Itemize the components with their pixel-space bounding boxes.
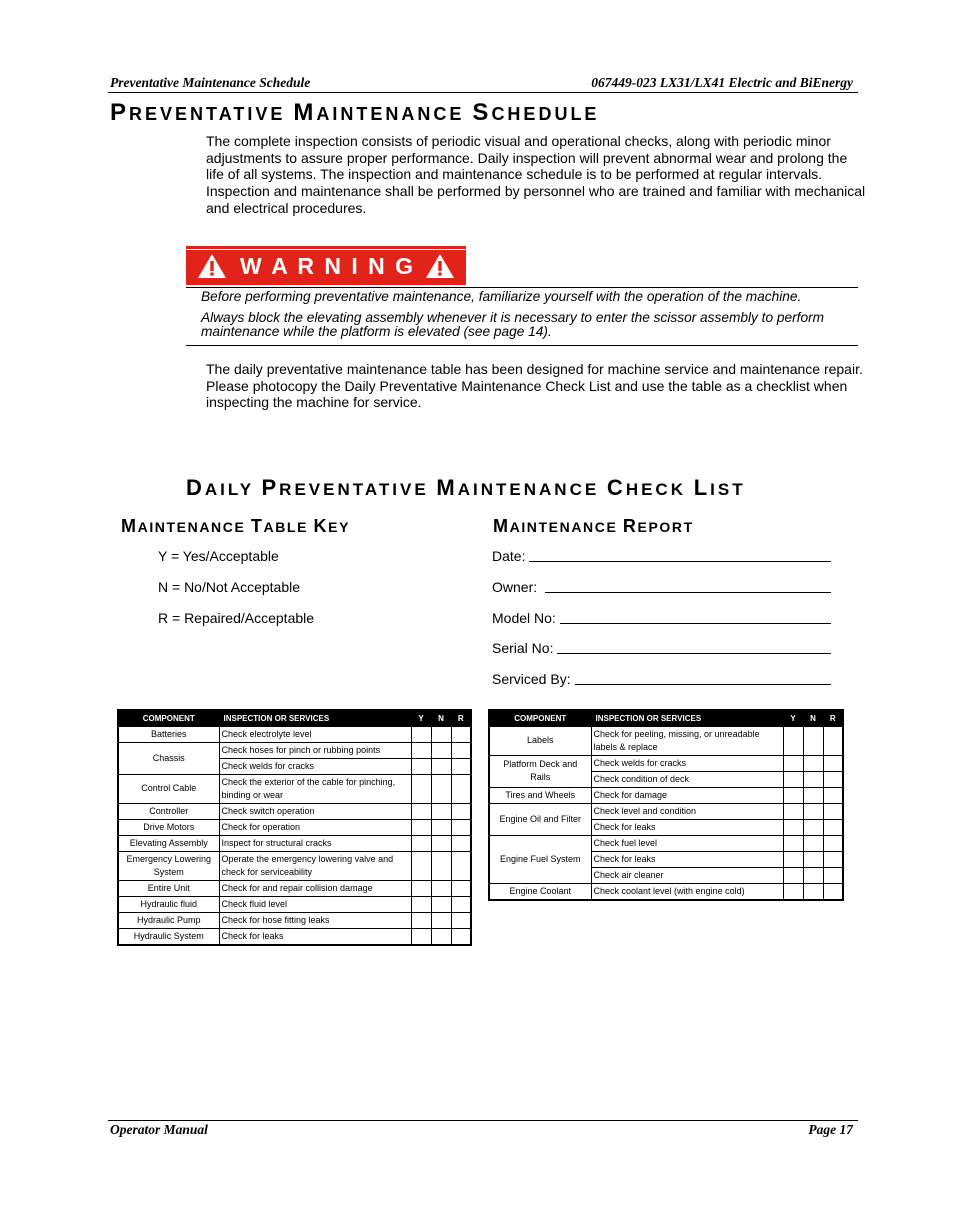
table-row (118, 896, 471, 912)
r-check-cell (823, 726, 843, 755)
report-field-model (492, 610, 831, 626)
n-check-cell (803, 771, 823, 787)
table-row (489, 803, 843, 819)
y-check-cell (411, 742, 431, 758)
y-check-cell (411, 896, 431, 912)
checklist-body-right (489, 726, 843, 900)
inspection-cell: Operate the emergency lowering valve and check for serviceability (219, 851, 411, 880)
n-check-cell (803, 819, 823, 835)
r-check-cell (823, 851, 843, 867)
initial-capital: C (606, 475, 626, 500)
r-check-cell (451, 928, 471, 945)
n-check-cell (803, 835, 823, 851)
n-check-cell (431, 835, 451, 851)
warning-line: maintenance while the platform is elevated (see page 14). (201, 324, 552, 339)
report-field-serial (492, 640, 831, 656)
component-cell: Chassis (118, 742, 219, 774)
n-check-cell (431, 726, 451, 742)
initial-capital: T (250, 516, 264, 536)
inspection-cell: Check for operation (219, 819, 411, 835)
inspection-cell: Check level and condition (591, 803, 783, 819)
component-cell: Platform Deck and Rails (489, 755, 591, 787)
inspection-cell: Check for leaks (591, 819, 783, 835)
y-check-cell (411, 758, 431, 774)
checklist-title: DAILY PREVENTATIVE MAINTENANCE CHECK LIST (186, 475, 746, 500)
inspection-cell: Check welds for cracks (591, 755, 783, 771)
column-header-component: COMPONENT (489, 710, 591, 726)
column-header-y: Y (411, 710, 431, 726)
table-row (489, 883, 843, 900)
column-header-inspection: INSPECTION OR SERVICES (591, 710, 783, 726)
report-field-label: Owner: (492, 579, 538, 595)
checklist-table-right (488, 709, 844, 901)
checklist-table-left (117, 709, 472, 946)
intro-line: The complete inspection consists of periodic visual and operational checks, along with periodic minor (206, 133, 831, 149)
n-check-cell (431, 774, 451, 803)
table-row (489, 835, 843, 851)
n-check-cell (803, 867, 823, 883)
y-check-cell (411, 726, 431, 742)
r-check-cell (823, 867, 843, 883)
y-check-cell (783, 835, 803, 851)
n-check-cell (431, 742, 451, 758)
initial-capital: P (110, 99, 130, 126)
report-field-label: Serial No: (492, 640, 554, 656)
inspection-cell: Check coolant level (with engine cold) (591, 883, 783, 900)
inspection-cell: Inspect for structural cracks (219, 835, 411, 851)
report-fill-line (557, 653, 831, 654)
y-check-cell (411, 912, 431, 928)
warning-text-2 (201, 311, 824, 339)
intro-line: Inspection and maintenance shall be performed by personnel who are trained and familiar with mechanical (206, 183, 866, 200)
table-header-row (118, 710, 471, 726)
r-check-cell (451, 896, 471, 912)
inspection-cell: Check for damage (591, 787, 783, 803)
running-header (110, 75, 853, 91)
y-check-cell (783, 867, 803, 883)
footer-manual-title: Operator Manual (110, 1122, 208, 1137)
report-field-label: Serviced By: (492, 671, 571, 687)
table-header-row (489, 710, 843, 726)
report-field-label: Model No: (492, 610, 556, 626)
n-check-cell (803, 787, 823, 803)
y-check-cell (411, 851, 431, 880)
component-cell: Hydraulic System (118, 928, 219, 945)
r-check-cell (451, 851, 471, 880)
n-check-cell (431, 819, 451, 835)
table-row (118, 912, 471, 928)
n-check-cell (431, 851, 451, 880)
table-row (118, 851, 471, 880)
table-row (118, 928, 471, 945)
component-cell: Hydraulic Pump (118, 912, 219, 928)
column-header-n: N (431, 710, 451, 726)
n-check-cell (431, 912, 451, 928)
n-check-cell (431, 928, 451, 945)
table-row (118, 835, 471, 851)
component-cell: Engine Fuel System (489, 835, 591, 883)
key-item-yes: Y = Yes/Acceptable (158, 548, 279, 564)
initial-capital: D (186, 475, 205, 500)
y-check-cell (783, 787, 803, 803)
intro-line: adjustments to assure proper performance. Daily inspection will prevent abnormal wear and prolong the (206, 149, 848, 166)
column-header-r: R (823, 710, 843, 726)
inspection-cell: Check fuel level (591, 835, 783, 851)
initial-capital: M (436, 475, 458, 500)
column-header-inspection: INSPECTION OR SERVICES (219, 710, 411, 726)
warning-rule-top (186, 287, 858, 288)
report-fill-line (529, 561, 831, 562)
inspection-cell: Check air cleaner (591, 867, 783, 883)
description-line: Please photocopy the Daily Preventative Maintenance Check List and use the table as a checklist when (206, 377, 848, 394)
y-check-cell (411, 819, 431, 835)
column-header-component: COMPONENT (118, 710, 219, 726)
component-cell: Drive Motors (118, 819, 219, 835)
initial-capital: K (313, 516, 329, 536)
key-item-no: N = No/Not Acceptable (158, 579, 301, 595)
description-paragraph (206, 361, 863, 411)
table-row (118, 880, 471, 896)
table-row (489, 726, 843, 755)
table-row (118, 819, 471, 835)
initial-capital: M (293, 99, 317, 126)
component-cell: Control Cable (118, 774, 219, 803)
table-key-title: MAINTENANCE TABLE KEY (121, 516, 351, 536)
table-row (489, 787, 843, 803)
report-title: MAINTENANCE REPORT (493, 516, 694, 536)
r-check-cell (451, 912, 471, 928)
report-field-date (492, 548, 831, 564)
r-check-cell (451, 774, 471, 803)
y-check-cell (411, 835, 431, 851)
y-check-cell (411, 803, 431, 819)
column-header-r: R (451, 710, 471, 726)
inspection-cell: Check fluid level (219, 896, 411, 912)
component-cell: Hydraulic fluid (118, 896, 219, 912)
r-check-cell (451, 758, 471, 774)
component-cell: Elevating Assembly (118, 835, 219, 851)
inspection-cell: Check switch operation (219, 803, 411, 819)
n-check-cell (803, 851, 823, 867)
initial-capital: M (121, 516, 138, 536)
component-cell: Labels (489, 726, 591, 755)
y-check-cell (783, 755, 803, 771)
r-check-cell (823, 819, 843, 835)
intro-line: and electrical procedures. (206, 199, 367, 216)
footer-rule (108, 1120, 858, 1121)
r-check-cell (823, 787, 843, 803)
inspection-cell: Check electrolyte level (219, 726, 411, 742)
y-check-cell (783, 819, 803, 835)
header-document-id: 067449-023 LX31/LX41 Electric and BiEnergy (591, 75, 853, 90)
report-fill-line (560, 623, 831, 624)
initial-capital: L (693, 475, 711, 500)
header-rule (108, 92, 858, 93)
page-title: PREVENTATIVE MAINTENANCE SCHEDULE (110, 99, 600, 126)
table-row (489, 755, 843, 771)
table-row (118, 726, 471, 742)
inspection-cell: Check condition of deck (591, 771, 783, 787)
component-cell: Batteries (118, 726, 219, 742)
component-cell: Emergency Lowering System (118, 851, 219, 880)
inspection-cell: Check for leaks (591, 851, 783, 867)
header-section-title: Preventative Maintenance Schedule (110, 75, 311, 90)
warning-text (201, 289, 801, 304)
warning-label: W A R N I N G (240, 253, 416, 279)
r-check-cell (451, 742, 471, 758)
warning-banner (186, 246, 466, 285)
key-item-repaired: R = Repaired/Acceptable (158, 610, 315, 626)
r-check-cell (823, 835, 843, 851)
r-check-cell (451, 803, 471, 819)
component-cell: Entire Unit (118, 880, 219, 896)
n-check-cell (431, 803, 451, 819)
warning-triangle-icon (197, 253, 227, 279)
y-check-cell (783, 883, 803, 900)
description-line: inspecting the machine for service. (206, 394, 422, 411)
component-cell: Tires and Wheels (489, 787, 591, 803)
n-check-cell (431, 896, 451, 912)
table-row (118, 803, 471, 819)
initial-capital: P (261, 475, 280, 500)
n-check-cell (431, 758, 451, 774)
y-check-cell (411, 880, 431, 896)
inspection-cell: Check for leaks (219, 928, 411, 945)
inspection-cell: Check for and repair collision damage (219, 880, 411, 896)
report-field-serviced-by (492, 671, 831, 687)
r-check-cell (823, 771, 843, 787)
initial-capital: M (493, 516, 510, 536)
r-check-cell (823, 883, 843, 900)
inspection-cell: Check hoses for pinch or rubbing points (219, 742, 411, 758)
page-number: Page 17 (808, 1122, 853, 1137)
y-check-cell (783, 771, 803, 787)
warning-rule-bottom (186, 345, 858, 346)
y-check-cell (411, 928, 431, 945)
initial-capital: R (622, 516, 638, 536)
report-field-owner (492, 579, 831, 595)
intro-paragraph (206, 133, 865, 217)
table-row (118, 742, 471, 758)
n-check-cell (431, 880, 451, 896)
component-cell: Controller (118, 803, 219, 819)
r-check-cell (451, 819, 471, 835)
component-cell: Engine Oil and Filter (489, 803, 591, 835)
r-check-cell (451, 726, 471, 742)
y-check-cell (783, 803, 803, 819)
running-footer (110, 1122, 853, 1138)
report-fill-line (575, 684, 831, 685)
r-check-cell (451, 835, 471, 851)
n-check-cell (803, 726, 823, 755)
initial-capital: S (472, 99, 492, 126)
column-header-y: Y (783, 710, 803, 726)
column-header-n: N (803, 710, 823, 726)
warning-line: Always block the elevating assembly whenever it is necessary to enter the scissor assembly to perform (201, 310, 825, 325)
description-line: The daily preventative maintenance table has been designed for machine service and maintenance repair. (206, 361, 863, 377)
r-check-cell (823, 803, 843, 819)
warning-triangle-icon (425, 253, 455, 279)
inspection-cell: Check welds for cracks (219, 758, 411, 774)
n-check-cell (803, 883, 823, 900)
y-check-cell (783, 726, 803, 755)
checklist-body-left (118, 726, 471, 945)
report-fill-line (545, 592, 831, 593)
y-check-cell (783, 851, 803, 867)
r-check-cell (823, 755, 843, 771)
inspection-cell: Check the exterior of the cable for pinching, binding or wear (219, 774, 411, 803)
intro-line: life of all systems. The inspection and maintenance schedule is to be performed at regular intervals. (206, 166, 823, 183)
warning-line: Before performing preventative maintenance, familiarize yourself with the operation of the machine. (201, 289, 802, 304)
n-check-cell (803, 803, 823, 819)
component-cell: Engine Coolant (489, 883, 591, 900)
inspection-cell: Check for hose fitting leaks (219, 912, 411, 928)
report-field-label: Date: (492, 548, 526, 564)
inspection-cell: Check for peeling, missing, or unreadable labels & replace (591, 726, 783, 755)
table-row (118, 774, 471, 803)
r-check-cell (451, 880, 471, 896)
y-check-cell (411, 774, 431, 803)
n-check-cell (803, 755, 823, 771)
